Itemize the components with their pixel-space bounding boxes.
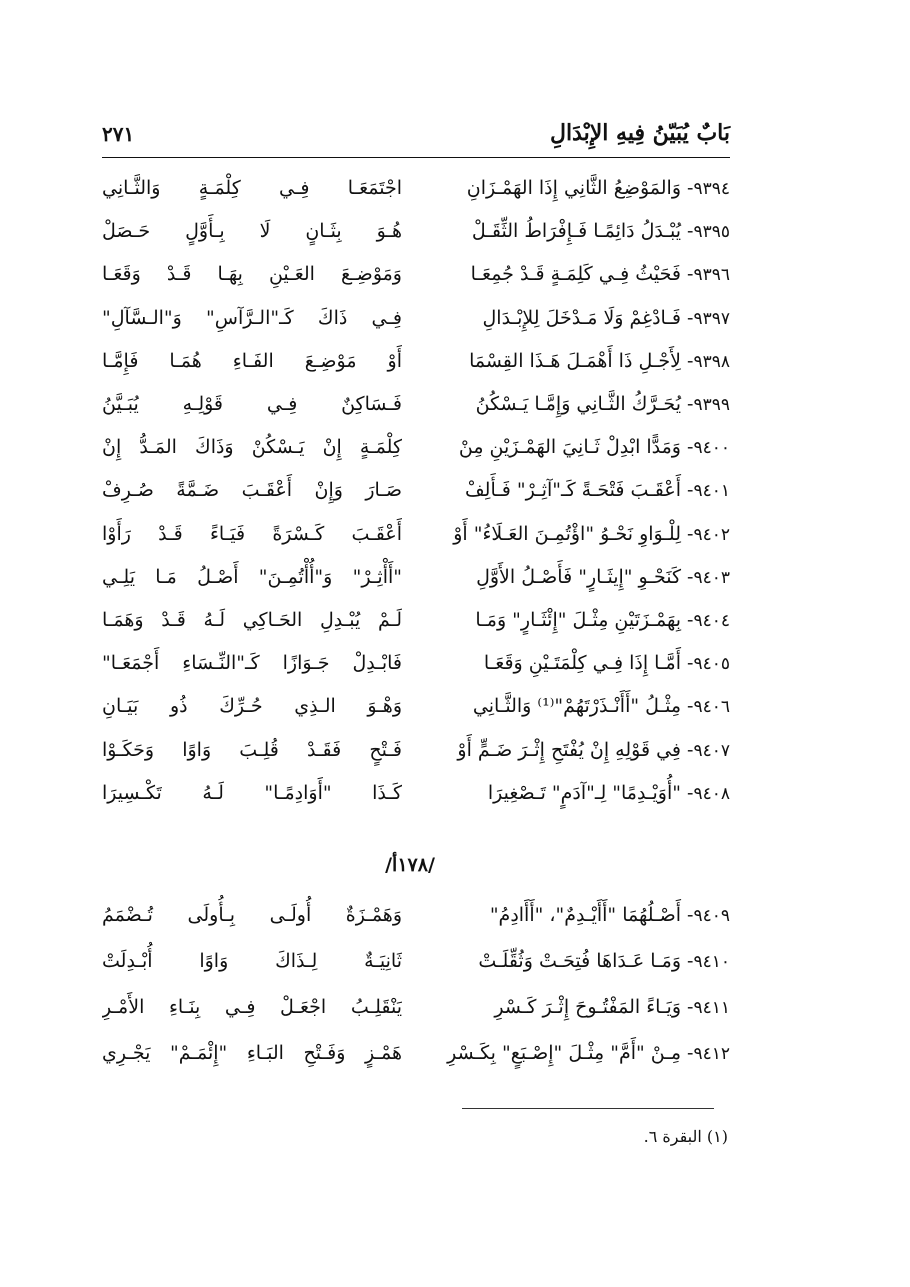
verse-second-hemistich: فَـسَاكِنٌ فِـي قَوْلِـهِ يُبَـيَّنُ [102,393,402,415]
verse-second-hemistich: هُـوَ بِثَـانٍ لَا بِـأَوَّلٍ حَـصَلْ [102,220,402,243]
verse-line [102,773,730,813]
verse-first-hemistich [405,941,730,982]
verse-first-hemistich [405,895,730,936]
verse-number: ٩٤٠٩ [693,906,730,926]
verse-first-hemistich [405,384,730,425]
verse-dash: - [681,393,694,415]
verse-second-hemistich: وَمَوْضِـعَ العَـيْنِ بِهَـا قَـدْ وَقَعَـا [102,263,402,286]
verse-line [102,298,730,338]
verse-number: ٩٣٩٦ [693,265,730,286]
verse-dash: - [681,263,694,286]
verse-second-hemistich: صَـارَ وَإِنْ أَعْقَـبَ ضَـمَّةً صُـرِفْ [102,479,402,502]
chapter-title: بَابٌ يُبَيّنُ فِيهِ الإِبْدَالِ [549,120,730,146]
verse-first-hemistich [405,987,730,1028]
verse-second-hemistich: فِـي ذَاكَ كَـ"الـرَّآسِ" وَ"الـسَّآلِ" [102,306,402,329]
verse-first-text: لِلْـوَاوِ نَحْـوُ "اؤْتُمِـنَ العَـلَاءُ" أَوْ [453,522,681,545]
verse-number: ٩٣٩٩ [693,395,730,415]
verse-first-text: فِي قَوْلِهِ إِنْ يُفْتَحِ إِثْـرَ ضَـمٍّ أَوْ [457,738,681,761]
verse-dash: - [681,177,694,199]
verse-first-text: يُحَـرَّكُ الثَّـانِي وَإِمَّـا يَـسْكُنُ [475,393,681,415]
verse-first-hemistich [405,341,730,382]
verse-line [102,254,730,294]
header-divider [102,157,730,158]
page-header [102,118,730,158]
verse-second-hemistich: "أَأْثِـرْ" وَ"أُأْتُمِـنَ" أَصْـلُ مَـا يَلِـي [102,565,402,588]
verse-first-text: فَحَيْثُ فِـي كَلِمَـةٍ قَـدْ جُمِعَـا [470,263,681,286]
verse-number: ٩٣٩٥ [693,222,730,243]
verse-dash: - [681,306,694,329]
verse-line [102,686,730,726]
verse-second-hemistich: أَوْ مَوْضِـعَ الفَـاءِ هُمَـا فَإِمَّـا [102,349,402,372]
verse-second-hemistich: فَابْـدِلْ جَـوَازًا كَـ"النِّـسَاءِ أَجْمَعَـا" [102,652,402,675]
verse-first-hemistich [405,686,730,727]
page-number: ٢٧١ [102,122,135,146]
verse-first-hemistich [405,643,730,684]
verse-second-hemistich: اجْتَمَعَـا فِـي كِلْمَـةٍ وَالثَّـانِي [102,177,402,199]
verse-first-text: وَمَـا عَـدَاهَا فُتِحَـتْ وَثُقِّلَـتْ [478,950,681,972]
footnote-divider [462,1108,714,1109]
verse-dash: - [681,652,694,675]
verse-number: ٩٤٠٢ [693,524,730,545]
verse-first-text: أَعْقَـبَ فَتْحَـةً كَـ"آثِـرْ" فَـأَلِفْ [464,479,681,502]
verse-first-text: وَيَـاءً المَفْتُـوحَ إِثْـرَ كَـسْرِ [494,996,681,1018]
verse-first-hemistich [405,514,730,555]
verse-line [102,643,730,683]
verse-dash: - [681,950,694,972]
verse-line [102,600,730,640]
verse-first-text: يُبْـدَلُ دَائِمًـا فَـإِفْرَاطُ الثِّقَـلْ [471,220,681,243]
verse-dash: - [681,738,694,761]
verse-first-text: فَـادْغِمْ وَلَا مَـدْخَلَ لِلإِبْـدَالِ [482,306,681,329]
verse-line [102,987,730,1027]
verse-second-hemistich: أَعْقَـبَ كَـسْرَةً فَيَـاءً قَـدْ رَأَوْا [102,522,402,545]
verse-line [102,1033,730,1073]
verse-second-hemistich: هَمْـزٍ وَفَـتْحِ البَـاءِ "إِئْمَـمْ" يَجْـرِي [102,1042,402,1064]
verse-dash: - [681,349,694,372]
verse-dash: - [681,1042,694,1064]
verse-first-text: مِـنْ "أَمَّ" مِثْـلَ "إِصْـبَعٍ" بِكَـسْرِ [447,1042,681,1064]
verse-dash: - [681,781,694,804]
folio-marker: /١٧٨أ/ [385,854,435,876]
verse-first-hemistich [405,254,730,295]
verse-line [102,557,730,597]
verse-number: ٩٤١٢ [693,1044,730,1064]
verse-line [102,514,730,554]
verse-first-text: أَصْـلُهُمَا "أَأَيْـدِمٌ"، "أَأَادِمُ" [489,904,681,926]
verse-number: ٩٤٠٧ [693,740,730,761]
verse-number: ٩٤٠٠ [693,438,730,459]
verse-number: ٩٣٩٧ [693,308,730,329]
verse-dash: - [681,609,694,631]
verse-first-hemistich [405,470,730,511]
verse-number: ٩٤٠٣ [693,567,730,588]
verse-first-text: بِهَمْـزَتَيْنِ مِثْـلَ "إِئْثَـارٍ" وَمَـا [475,609,681,631]
verse-first-hemistich [405,1033,730,1074]
verse-line [102,895,730,935]
verse-dash: - [681,904,694,926]
verse-first-hemistich [405,600,730,641]
verse-first-hemistich [405,427,730,468]
verse-first-hemistich [405,211,730,252]
verse-first-hemistich [405,773,730,814]
verse-first-hemistich [405,730,730,771]
verse-number: ٩٤٠٦ [693,697,730,718]
verse-dash: - [681,695,694,718]
verse-line [102,384,730,424]
verse-first-text: وَالمَوْضِعُ الثَّانِي إِذَا الهَمْـزَانِ [466,177,681,199]
verse-line [102,341,730,381]
verse-number: ٩٤٠٥ [693,654,730,675]
verse-second-hemistich: ثَانِيَـةٌ لِـذَاكَ وَاوًا أُبْـدِلَتْ [102,950,402,972]
verse-line [102,168,730,208]
verse-second-hemistich: كَـذَا "أَوَادِمًـا" لَـهُ تَكْـسِيرَا [102,781,402,804]
footnote: (١) البقرة ٦. [643,1127,728,1146]
verse-dash: - [681,436,694,459]
verse-number: ٩٤٠١ [693,481,730,502]
verse-line [102,941,730,981]
verse-first-text: لِأَجْـلِ ذَا أَهْمَـلَ هَـذَا القِسْمَا [469,349,681,372]
verse-line [102,730,730,770]
verse-line [102,470,730,510]
verse-second-hemistich: وَهْـوَ الـذِي حُـرِّكَ ذُو بَيَـانِ [102,695,402,718]
verse-second-hemistich: يَنْقَلِـبُ اجْعَـلْ فِـي بِنَـاءِ الأَمْـرِ [102,996,402,1018]
verse-dash: - [681,479,694,502]
verse-first-hemistich [405,298,730,339]
verse-first-text: وَمَدًّا ابْدِلْ ثَـانِيَ الهَمْـزَيْنِ مِنْ [458,436,681,459]
verse-first-hemistich [405,557,730,598]
verse-number: ٩٤٠٤ [693,611,730,631]
verse-second-hemistich: كِلْمَـةٍ إِنْ يَـسْكُنْ وَذَاكَ المَـدُّ إِنْ [102,436,402,459]
verse-number: ٩٤٠٨ [693,783,730,804]
verse-second-hemistich: فَـتْحٍ فَقَـدْ قُلِـبَ وَاوًا وَحَكَـوْا [102,738,402,761]
verse-first-text: مِثْـلُ "أَأَنْـذَرْتَهُمْ"⁽¹⁾ وَالثَّـانِي [472,695,681,718]
verse-first-text: كَنَحْـوِ "إِيثَـارٍ" فَأَصْـلُ الأَوَّلِ [476,565,681,588]
verse-dash: - [681,220,694,243]
verse-line [102,211,730,251]
verse-first-text: أَمَّـا إِذَا فِـي كِلْمَتَـيْنِ وَقَعَـا [483,652,681,675]
verse-number: ٩٣٩٤ [693,179,730,199]
verse-dash: - [681,565,694,588]
verse-first-hemistich [405,168,730,209]
verse-number: ٩٣٩٨ [693,351,730,372]
verse-number: ٩٤١١ [693,998,730,1018]
verse-second-hemistich: لَـمْ يُبْـدِلِ الحَـاكِي لَـهُ قَـدْ وَهَمَـا [102,609,402,631]
verse-first-text: "أُوَيْـدِمًا" لِـ"آدَمٍ" تَـصْغِيرَا [487,781,681,804]
verse-line [102,427,730,467]
verse-second-hemistich: وَهَمْـزَةٌ أُولَـى بِـأُولَى تُـضْمَمُ [102,904,402,926]
verse-dash: - [681,522,694,545]
verse-dash: - [681,996,694,1018]
verse-number: ٩٤١٠ [693,952,730,972]
